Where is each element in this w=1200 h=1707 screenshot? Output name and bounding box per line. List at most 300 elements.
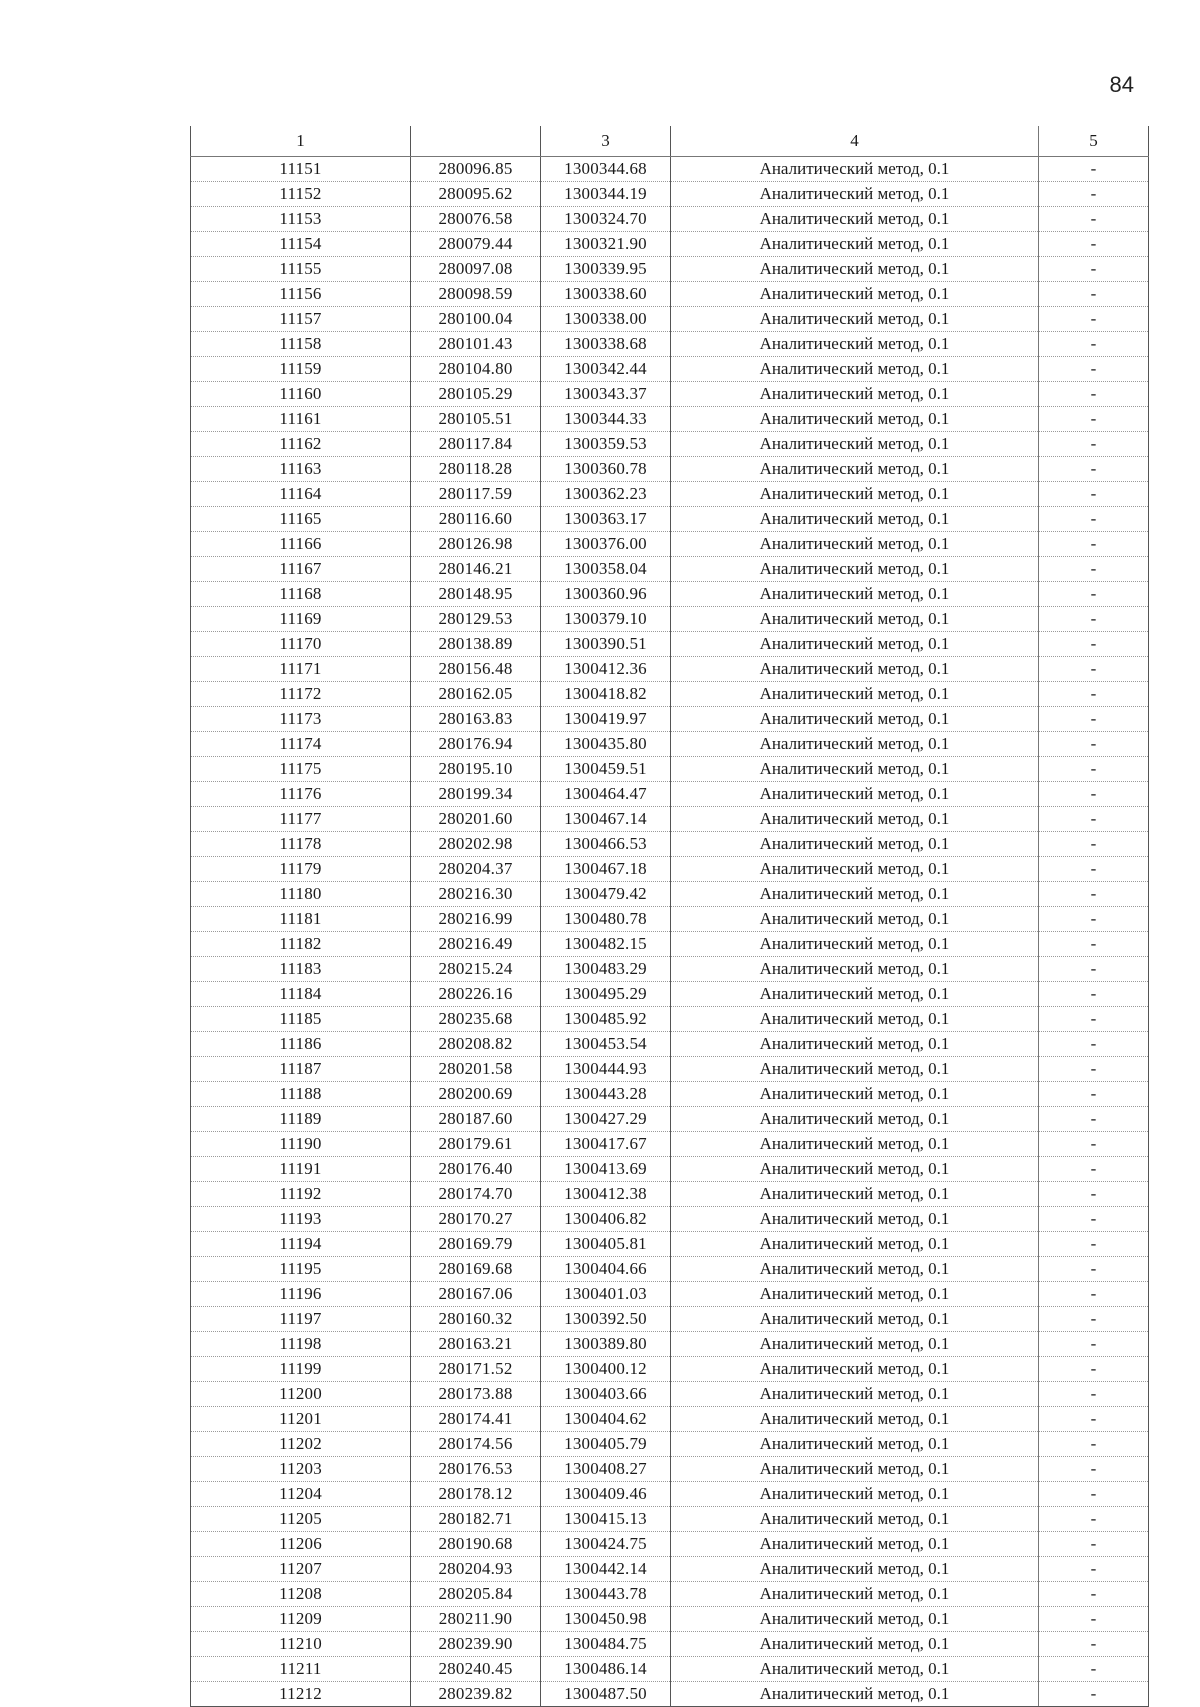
method-cell: Аналитический метод, 0.1 <box>671 1182 1039 1207</box>
dash-cell: - <box>1039 982 1149 1007</box>
x-coordinate-cell: 280195.10 <box>411 757 541 782</box>
point-number-cell: 11153 <box>191 207 411 232</box>
header-col-3: 3 <box>541 126 671 157</box>
dash-cell: - <box>1039 1407 1149 1432</box>
dash-cell: - <box>1039 932 1149 957</box>
dash-cell: - <box>1039 332 1149 357</box>
dash-cell: - <box>1039 907 1149 932</box>
table-row <box>191 1607 1149 1632</box>
method-cell: Аналитический метод, 0.1 <box>671 907 1039 932</box>
dash-cell: - <box>1039 1657 1149 1682</box>
dash-cell: - <box>1039 1182 1149 1207</box>
point-number-cell: 11151 <box>191 157 411 182</box>
table-row <box>191 1107 1149 1132</box>
method-cell: Аналитический метод, 0.1 <box>671 1482 1039 1507</box>
method-cell: Аналитический метод, 0.1 <box>671 1332 1039 1357</box>
method-cell: Аналитический метод, 0.1 <box>671 857 1039 882</box>
point-number-cell: 11191 <box>191 1157 411 1182</box>
table-row <box>191 1382 1149 1407</box>
method-cell: Аналитический метод, 0.1 <box>671 1432 1039 1457</box>
x-coordinate-cell: 280126.98 <box>411 532 541 557</box>
method-cell: Аналитический метод, 0.1 <box>671 207 1039 232</box>
point-number-cell: 11164 <box>191 482 411 507</box>
method-cell: Аналитический метод, 0.1 <box>671 257 1039 282</box>
table-row <box>191 1182 1149 1207</box>
method-cell: Аналитический метод, 0.1 <box>671 482 1039 507</box>
dash-cell: - <box>1039 457 1149 482</box>
y-coordinate-cell: 1300427.29 <box>541 1107 671 1132</box>
x-coordinate-cell: 280160.32 <box>411 1307 541 1332</box>
table-row <box>191 782 1149 807</box>
x-coordinate-cell: 280076.58 <box>411 207 541 232</box>
table-row <box>191 157 1149 182</box>
point-number-cell: 11160 <box>191 382 411 407</box>
x-coordinate-cell: 280148.95 <box>411 582 541 607</box>
table-row <box>191 1307 1149 1332</box>
y-coordinate-cell: 1300459.51 <box>541 757 671 782</box>
method-cell: Аналитический метод, 0.1 <box>671 1307 1039 1332</box>
x-coordinate-cell: 280204.37 <box>411 857 541 882</box>
dash-cell: - <box>1039 482 1149 507</box>
x-coordinate-cell: 280079.44 <box>411 232 541 257</box>
table-row <box>191 982 1149 1007</box>
x-coordinate-cell: 280156.48 <box>411 657 541 682</box>
x-coordinate-cell: 280138.89 <box>411 632 541 657</box>
method-cell: Аналитический метод, 0.1 <box>671 1207 1039 1232</box>
point-number-cell: 11209 <box>191 1607 411 1632</box>
y-coordinate-cell: 1300408.27 <box>541 1457 671 1482</box>
dash-cell: - <box>1039 432 1149 457</box>
x-coordinate-cell: 280173.88 <box>411 1382 541 1407</box>
table-row <box>191 1057 1149 1082</box>
method-cell: Аналитический метод, 0.1 <box>671 607 1039 632</box>
dash-cell: - <box>1039 1132 1149 1157</box>
point-number-cell: 11167 <box>191 557 411 582</box>
method-cell: Аналитический метод, 0.1 <box>671 557 1039 582</box>
table-row <box>191 1657 1149 1682</box>
y-coordinate-cell: 1300358.04 <box>541 557 671 582</box>
x-coordinate-cell: 280100.04 <box>411 307 541 332</box>
y-coordinate-cell: 1300484.75 <box>541 1632 671 1657</box>
x-coordinate-cell: 280174.41 <box>411 1407 541 1432</box>
table-row <box>191 507 1149 532</box>
method-cell: Аналитический метод, 0.1 <box>671 282 1039 307</box>
method-cell: Аналитический метод, 0.1 <box>671 182 1039 207</box>
point-number-cell: 11195 <box>191 1257 411 1282</box>
y-coordinate-cell: 1300444.93 <box>541 1057 671 1082</box>
y-coordinate-cell: 1300339.95 <box>541 257 671 282</box>
x-coordinate-cell: 280098.59 <box>411 282 541 307</box>
x-coordinate-cell: 280199.34 <box>411 782 541 807</box>
dash-cell: - <box>1039 757 1149 782</box>
x-coordinate-cell: 280170.27 <box>411 1207 541 1232</box>
y-coordinate-cell: 1300412.36 <box>541 657 671 682</box>
method-cell: Аналитический метод, 0.1 <box>671 1232 1039 1257</box>
y-coordinate-cell: 1300392.50 <box>541 1307 671 1332</box>
y-coordinate-cell: 1300415.13 <box>541 1507 671 1532</box>
dash-cell: - <box>1039 882 1149 907</box>
dash-cell: - <box>1039 1507 1149 1532</box>
y-coordinate-cell: 1300486.14 <box>541 1657 671 1682</box>
dash-cell: - <box>1039 1557 1149 1582</box>
table-row <box>191 832 1149 857</box>
y-coordinate-cell: 1300405.81 <box>541 1232 671 1257</box>
y-coordinate-cell: 1300487.50 <box>541 1682 671 1707</box>
x-coordinate-cell: 280146.21 <box>411 557 541 582</box>
table-row <box>191 1457 1149 1482</box>
dash-cell: - <box>1039 782 1149 807</box>
x-coordinate-cell: 280174.56 <box>411 1432 541 1457</box>
table-row <box>191 1232 1149 1257</box>
method-cell: Аналитический метод, 0.1 <box>671 582 1039 607</box>
y-coordinate-cell: 1300418.82 <box>541 682 671 707</box>
y-coordinate-cell: 1300419.97 <box>541 707 671 732</box>
table-row <box>191 1082 1149 1107</box>
y-coordinate-cell: 1300453.54 <box>541 1032 671 1057</box>
dash-cell: - <box>1039 357 1149 382</box>
y-coordinate-cell: 1300401.03 <box>541 1282 671 1307</box>
method-cell: Аналитический метод, 0.1 <box>671 532 1039 557</box>
point-number-cell: 11183 <box>191 957 411 982</box>
table-row <box>191 657 1149 682</box>
dash-cell: - <box>1039 1232 1149 1257</box>
table-body <box>191 157 1149 1707</box>
method-cell: Аналитический метод, 0.1 <box>671 1582 1039 1607</box>
x-coordinate-cell: 280239.90 <box>411 1632 541 1657</box>
method-cell: Аналитический метод, 0.1 <box>671 332 1039 357</box>
table-row <box>191 332 1149 357</box>
point-number-cell: 11188 <box>191 1082 411 1107</box>
dash-cell: - <box>1039 557 1149 582</box>
method-cell: Аналитический метод, 0.1 <box>671 1532 1039 1557</box>
x-coordinate-cell: 280163.21 <box>411 1332 541 1357</box>
dash-cell: - <box>1039 182 1149 207</box>
dash-cell: - <box>1039 1582 1149 1607</box>
dash-cell: - <box>1039 607 1149 632</box>
table-row <box>191 307 1149 332</box>
y-coordinate-cell: 1300495.29 <box>541 982 671 1007</box>
table-row <box>191 1682 1149 1707</box>
dash-cell: - <box>1039 382 1149 407</box>
method-cell: Аналитический метод, 0.1 <box>671 1082 1039 1107</box>
point-number-cell: 11212 <box>191 1682 411 1707</box>
dash-cell: - <box>1039 1207 1149 1232</box>
x-coordinate-cell: 280226.16 <box>411 982 541 1007</box>
dash-cell: - <box>1039 732 1149 757</box>
method-cell: Аналитический метод, 0.1 <box>671 957 1039 982</box>
table-row <box>191 1432 1149 1457</box>
method-cell: Аналитический метод, 0.1 <box>671 1057 1039 1082</box>
header-col-4: 4 <box>671 126 1039 157</box>
point-number-cell: 11172 <box>191 682 411 707</box>
y-coordinate-cell: 1300338.00 <box>541 307 671 332</box>
y-coordinate-cell: 1300390.51 <box>541 632 671 657</box>
table-row <box>191 957 1149 982</box>
method-cell: Аналитический метод, 0.1 <box>671 1382 1039 1407</box>
dash-cell: - <box>1039 1632 1149 1657</box>
x-coordinate-cell: 280174.70 <box>411 1182 541 1207</box>
y-coordinate-cell: 1300344.19 <box>541 182 671 207</box>
x-coordinate-cell: 280117.84 <box>411 432 541 457</box>
point-number-cell: 11173 <box>191 707 411 732</box>
table-row <box>191 1207 1149 1232</box>
point-number-cell: 11169 <box>191 607 411 632</box>
x-coordinate-cell: 280202.98 <box>411 832 541 857</box>
y-coordinate-cell: 1300466.53 <box>541 832 671 857</box>
table-row <box>191 882 1149 907</box>
y-coordinate-cell: 1300342.44 <box>541 357 671 382</box>
method-cell: Аналитический метод, 0.1 <box>671 1607 1039 1632</box>
x-coordinate-cell: 280215.24 <box>411 957 541 982</box>
y-coordinate-cell: 1300360.96 <box>541 582 671 607</box>
table-row <box>191 1482 1149 1507</box>
x-coordinate-cell: 280097.08 <box>411 257 541 282</box>
point-number-cell: 11161 <box>191 407 411 432</box>
point-number-cell: 11152 <box>191 182 411 207</box>
method-cell: Аналитический метод, 0.1 <box>671 1132 1039 1157</box>
dash-cell: - <box>1039 1282 1149 1307</box>
x-coordinate-cell: 280204.93 <box>411 1557 541 1582</box>
point-number-cell: 11168 <box>191 582 411 607</box>
point-number-cell: 11184 <box>191 982 411 1007</box>
x-coordinate-cell: 280096.85 <box>411 157 541 182</box>
table-row <box>191 257 1149 282</box>
table-row <box>191 1582 1149 1607</box>
method-cell: Аналитический метод, 0.1 <box>671 157 1039 182</box>
x-coordinate-cell: 280190.68 <box>411 1532 541 1557</box>
point-number-cell: 11189 <box>191 1107 411 1132</box>
dash-cell: - <box>1039 232 1149 257</box>
point-number-cell: 11197 <box>191 1307 411 1332</box>
method-cell: Аналитический метод, 0.1 <box>671 932 1039 957</box>
dash-cell: - <box>1039 257 1149 282</box>
dash-cell: - <box>1039 582 1149 607</box>
header-col-2 <box>411 126 541 157</box>
method-cell: Аналитический метод, 0.1 <box>671 457 1039 482</box>
dash-cell: - <box>1039 407 1149 432</box>
y-coordinate-cell: 1300443.78 <box>541 1582 671 1607</box>
table-row <box>191 282 1149 307</box>
x-coordinate-cell: 280200.69 <box>411 1082 541 1107</box>
method-cell: Аналитический метод, 0.1 <box>671 1632 1039 1657</box>
dash-cell: - <box>1039 1332 1149 1357</box>
table-row <box>191 1332 1149 1357</box>
y-coordinate-cell: 1300424.75 <box>541 1532 671 1557</box>
point-number-cell: 11156 <box>191 282 411 307</box>
y-coordinate-cell: 1300359.53 <box>541 432 671 457</box>
dash-cell: - <box>1039 632 1149 657</box>
point-number-cell: 11190 <box>191 1132 411 1157</box>
x-coordinate-cell: 280211.90 <box>411 1607 541 1632</box>
method-cell: Аналитический метод, 0.1 <box>671 507 1039 532</box>
point-number-cell: 11177 <box>191 807 411 832</box>
dash-cell: - <box>1039 1532 1149 1557</box>
dash-cell: - <box>1039 207 1149 232</box>
y-coordinate-cell: 1300464.47 <box>541 782 671 807</box>
point-number-cell: 11175 <box>191 757 411 782</box>
table-row <box>191 1557 1149 1582</box>
dash-cell: - <box>1039 1057 1149 1082</box>
x-coordinate-cell: 280163.83 <box>411 707 541 732</box>
table-row <box>191 1157 1149 1182</box>
dash-cell: - <box>1039 1257 1149 1282</box>
point-number-cell: 11208 <box>191 1582 411 1607</box>
method-cell: Аналитический метод, 0.1 <box>671 1107 1039 1132</box>
x-coordinate-cell: 280129.53 <box>411 607 541 632</box>
table-row <box>191 532 1149 557</box>
page-number: 84 <box>1109 72 1134 97</box>
method-cell: Аналитический метод, 0.1 <box>671 1407 1039 1432</box>
method-cell: Аналитический метод, 0.1 <box>671 732 1039 757</box>
dash-cell: - <box>1039 157 1149 182</box>
table-row <box>191 582 1149 607</box>
x-coordinate-cell: 280235.68 <box>411 1007 541 1032</box>
dash-cell: - <box>1039 1382 1149 1407</box>
y-coordinate-cell: 1300480.78 <box>541 907 671 932</box>
point-number-cell: 11179 <box>191 857 411 882</box>
x-coordinate-cell: 280216.49 <box>411 932 541 957</box>
y-coordinate-cell: 1300344.68 <box>541 157 671 182</box>
y-coordinate-cell: 1300379.10 <box>541 607 671 632</box>
x-coordinate-cell: 280169.79 <box>411 1232 541 1257</box>
method-cell: Аналитический метод, 0.1 <box>671 832 1039 857</box>
y-coordinate-cell: 1300404.66 <box>541 1257 671 1282</box>
method-cell: Аналитический метод, 0.1 <box>671 1007 1039 1032</box>
table-row <box>191 232 1149 257</box>
table-row <box>191 757 1149 782</box>
table-row <box>191 732 1149 757</box>
y-coordinate-cell: 1300450.98 <box>541 1607 671 1632</box>
y-coordinate-cell: 1300467.18 <box>541 857 671 882</box>
y-coordinate-cell: 1300389.80 <box>541 1332 671 1357</box>
method-cell: Аналитический метод, 0.1 <box>671 232 1039 257</box>
y-coordinate-cell: 1300409.46 <box>541 1482 671 1507</box>
point-number-cell: 11178 <box>191 832 411 857</box>
dash-cell: - <box>1039 657 1149 682</box>
y-coordinate-cell: 1300485.92 <box>541 1007 671 1032</box>
table-row <box>191 207 1149 232</box>
table-row <box>191 682 1149 707</box>
dash-cell: - <box>1039 1682 1149 1707</box>
point-number-cell: 11174 <box>191 732 411 757</box>
method-cell: Аналитический метод, 0.1 <box>671 382 1039 407</box>
dash-cell: - <box>1039 307 1149 332</box>
dash-cell: - <box>1039 1307 1149 1332</box>
method-cell: Аналитический метод, 0.1 <box>671 1257 1039 1282</box>
point-number-cell: 11187 <box>191 1057 411 1082</box>
method-cell: Аналитический метод, 0.1 <box>671 1657 1039 1682</box>
table-row <box>191 1282 1149 1307</box>
point-number-cell: 11192 <box>191 1182 411 1207</box>
method-cell: Аналитический метод, 0.1 <box>671 757 1039 782</box>
point-number-cell: 11155 <box>191 257 411 282</box>
method-cell: Аналитический метод, 0.1 <box>671 1682 1039 1707</box>
point-number-cell: 11170 <box>191 632 411 657</box>
table-row <box>191 907 1149 932</box>
point-number-cell: 11194 <box>191 1232 411 1257</box>
method-cell: Аналитический метод, 0.1 <box>671 1032 1039 1057</box>
point-number-cell: 11162 <box>191 432 411 457</box>
table-row <box>191 457 1149 482</box>
x-coordinate-cell: 280239.82 <box>411 1682 541 1707</box>
coordinates-table <box>190 126 1149 1707</box>
point-number-cell: 11199 <box>191 1357 411 1382</box>
y-coordinate-cell: 1300435.80 <box>541 732 671 757</box>
x-coordinate-cell: 280179.61 <box>411 1132 541 1157</box>
point-number-cell: 11165 <box>191 507 411 532</box>
method-cell: Аналитический метод, 0.1 <box>671 1457 1039 1482</box>
table-row <box>191 182 1149 207</box>
method-cell: Аналитический метод, 0.1 <box>671 407 1039 432</box>
x-coordinate-cell: 280216.99 <box>411 907 541 932</box>
y-coordinate-cell: 1300363.17 <box>541 507 671 532</box>
method-cell: Аналитический метод, 0.1 <box>671 1507 1039 1532</box>
dash-cell: - <box>1039 532 1149 557</box>
x-coordinate-cell: 280095.62 <box>411 182 541 207</box>
point-number-cell: 11163 <box>191 457 411 482</box>
table-header-row <box>191 126 1149 157</box>
point-number-cell: 11210 <box>191 1632 411 1657</box>
y-coordinate-cell: 1300404.62 <box>541 1407 671 1432</box>
x-coordinate-cell: 280216.30 <box>411 882 541 907</box>
method-cell: Аналитический метод, 0.1 <box>671 432 1039 457</box>
header-col-1: 1 <box>191 126 411 157</box>
method-cell: Аналитический метод, 0.1 <box>671 807 1039 832</box>
table-row <box>191 607 1149 632</box>
method-cell: Аналитический метод, 0.1 <box>671 1557 1039 1582</box>
x-coordinate-cell: 280176.40 <box>411 1157 541 1182</box>
y-coordinate-cell: 1300362.23 <box>541 482 671 507</box>
point-number-cell: 11198 <box>191 1332 411 1357</box>
x-coordinate-cell: 280171.52 <box>411 1357 541 1382</box>
method-cell: Аналитический метод, 0.1 <box>671 1357 1039 1382</box>
x-coordinate-cell: 280187.60 <box>411 1107 541 1132</box>
method-cell: Аналитический метод, 0.1 <box>671 657 1039 682</box>
x-coordinate-cell: 280208.82 <box>411 1032 541 1057</box>
y-coordinate-cell: 1300376.00 <box>541 532 671 557</box>
dash-cell: - <box>1039 1607 1149 1632</box>
x-coordinate-cell: 280105.51 <box>411 407 541 432</box>
dash-cell: - <box>1039 1432 1149 1457</box>
y-coordinate-cell: 1300413.69 <box>541 1157 671 1182</box>
point-number-cell: 11186 <box>191 1032 411 1057</box>
x-coordinate-cell: 280182.71 <box>411 1507 541 1532</box>
dash-cell: - <box>1039 807 1149 832</box>
y-coordinate-cell: 1300479.42 <box>541 882 671 907</box>
point-number-cell: 11193 <box>191 1207 411 1232</box>
table-row <box>191 857 1149 882</box>
y-coordinate-cell: 1300442.14 <box>541 1557 671 1582</box>
table-row <box>191 482 1149 507</box>
y-coordinate-cell: 1300400.12 <box>541 1357 671 1382</box>
point-number-cell: 11205 <box>191 1507 411 1532</box>
dash-cell: - <box>1039 507 1149 532</box>
table-row <box>191 357 1149 382</box>
point-number-cell: 11181 <box>191 907 411 932</box>
y-coordinate-cell: 1300321.90 <box>541 232 671 257</box>
point-number-cell: 11203 <box>191 1457 411 1482</box>
table-row <box>191 557 1149 582</box>
dash-cell: - <box>1039 832 1149 857</box>
method-cell: Аналитический метод, 0.1 <box>671 682 1039 707</box>
point-number-cell: 11196 <box>191 1282 411 1307</box>
method-cell: Аналитический метод, 0.1 <box>671 882 1039 907</box>
point-number-cell: 11185 <box>191 1007 411 1032</box>
table-row <box>191 382 1149 407</box>
y-coordinate-cell: 1300443.28 <box>541 1082 671 1107</box>
method-cell: Аналитический метод, 0.1 <box>671 982 1039 1007</box>
y-coordinate-cell: 1300467.14 <box>541 807 671 832</box>
